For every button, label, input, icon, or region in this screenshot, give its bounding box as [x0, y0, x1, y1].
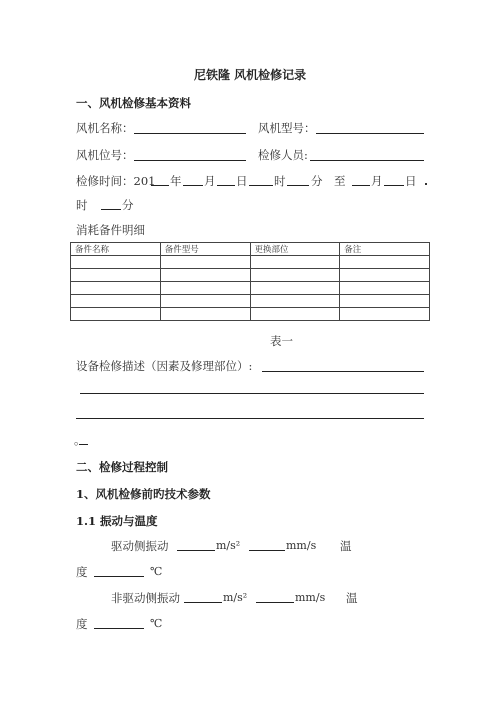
section-2-heading: 二、检修过程控制 [76, 460, 168, 474]
non-drive-temp-unit: ℃ [150, 617, 163, 630]
table-cell[interactable] [160, 295, 250, 308]
month2-field[interactable] [352, 185, 370, 186]
section-2-subheading: 1、风机检修前旳技术参数 [76, 487, 211, 501]
hour2-unit: 时 [76, 198, 88, 212]
table-row [71, 295, 430, 308]
non-drive-temp-field[interactable] [94, 628, 144, 629]
table-cell[interactable] [250, 308, 340, 321]
hour-field[interactable] [249, 185, 273, 186]
year-unit: 年 [170, 174, 182, 188]
parts-table [70, 242, 430, 321]
table-cell[interactable] [250, 282, 340, 295]
minute2-field[interactable] [101, 209, 121, 210]
table-cell[interactable] [160, 269, 250, 282]
drive-side-label: 驱动侧振动 [111, 539, 169, 553]
fan-position-label: 风机位号： [76, 148, 134, 162]
minute-field[interactable] [287, 185, 309, 186]
end-mark-underline [79, 444, 88, 445]
table-cell[interactable] [250, 269, 340, 282]
table-cell[interactable] [340, 256, 430, 269]
day2-field[interactable] [384, 185, 404, 186]
stray-dot [425, 183, 427, 185]
drive-accel-unit: m/s² [216, 539, 241, 552]
table-row [71, 269, 430, 282]
drive-temp-label: 温 [340, 539, 352, 553]
fan-model-field[interactable] [316, 133, 424, 134]
page-title: 尼铁隆 风机检修记录 [194, 68, 307, 82]
table-header-row [71, 243, 430, 256]
col-replace-location: 更换部位 [250, 243, 340, 256]
fan-name-label: 风机名称： [76, 121, 134, 135]
non-drive-accel-field[interactable] [184, 602, 222, 603]
col-remark: 备注 [340, 243, 430, 256]
table-cell[interactable] [340, 269, 430, 282]
table-cell[interactable] [160, 308, 250, 321]
non-drive-temp-label: 温 [346, 591, 358, 605]
table-cell[interactable] [250, 256, 340, 269]
table-cell[interactable] [340, 295, 430, 308]
col-part-name: 备件名称 [71, 243, 161, 256]
hour-unit: 时 [274, 174, 286, 188]
to-label: 至 [334, 174, 346, 188]
description-label: 设备检修描述（因素及修理部位）: [76, 359, 253, 373]
day2-unit: 日 [405, 174, 417, 188]
table-cell[interactable] [160, 256, 250, 269]
non-drive-velocity-unit: mm/s [295, 591, 326, 604]
table-cell[interactable] [71, 256, 161, 269]
time-label: 检修时间：201 [76, 174, 156, 188]
drive-temp-field[interactable] [94, 576, 144, 577]
non-drive-accel-unit: m/s² [223, 591, 248, 604]
drive-temp-unit: ℃ [150, 565, 163, 578]
vibration-temp-heading: 1.1 振动与温度 [76, 514, 158, 528]
maintainer-field[interactable] [310, 160, 424, 161]
section-1-heading: 一、风机检修基本资料 [76, 96, 191, 110]
table-cell[interactable] [71, 308, 161, 321]
non-drive-velocity-field[interactable] [256, 602, 294, 603]
table-cell[interactable] [340, 308, 430, 321]
end-mark: 。 [74, 433, 86, 447]
table-cell[interactable] [160, 282, 250, 295]
description-field-3[interactable] [76, 418, 424, 419]
table-row [71, 308, 430, 321]
day-unit: 日 [236, 174, 248, 188]
maintainer-label: 检修人员: [258, 148, 308, 162]
fan-position-field[interactable] [134, 160, 246, 161]
drive-accel-field[interactable] [177, 550, 215, 551]
table-cell[interactable] [71, 282, 161, 295]
col-part-model: 备件型号 [160, 243, 250, 256]
non-drive-temp-label-2: 度 [76, 617, 88, 631]
table-row [71, 282, 430, 295]
table-cell[interactable] [71, 295, 161, 308]
drive-temp-label-2: 度 [76, 565, 88, 579]
table-cell[interactable] [340, 282, 430, 295]
drive-velocity-field[interactable] [249, 550, 285, 551]
minute2-unit: 分 [122, 198, 134, 212]
month2-unit: 月 [371, 174, 383, 188]
table-caption: 表一 [270, 334, 293, 348]
year-field[interactable] [151, 185, 169, 186]
description-field-2[interactable] [80, 393, 424, 394]
non-drive-side-label: 非驱动侧振动 [111, 591, 180, 605]
month-unit: 月 [204, 174, 216, 188]
drive-velocity-unit: mm/s [286, 539, 317, 552]
minute-unit: 分 [311, 174, 323, 188]
fan-model-label: 风机型号： [258, 121, 316, 135]
month-field[interactable] [183, 185, 203, 186]
table-cell[interactable] [71, 269, 161, 282]
table-cell[interactable] [250, 295, 340, 308]
fan-name-field[interactable] [134, 133, 246, 134]
description-field-1[interactable] [262, 371, 424, 372]
table-row [71, 256, 430, 269]
day-field[interactable] [217, 185, 235, 186]
parts-label: 消耗备件明细 [76, 223, 145, 237]
